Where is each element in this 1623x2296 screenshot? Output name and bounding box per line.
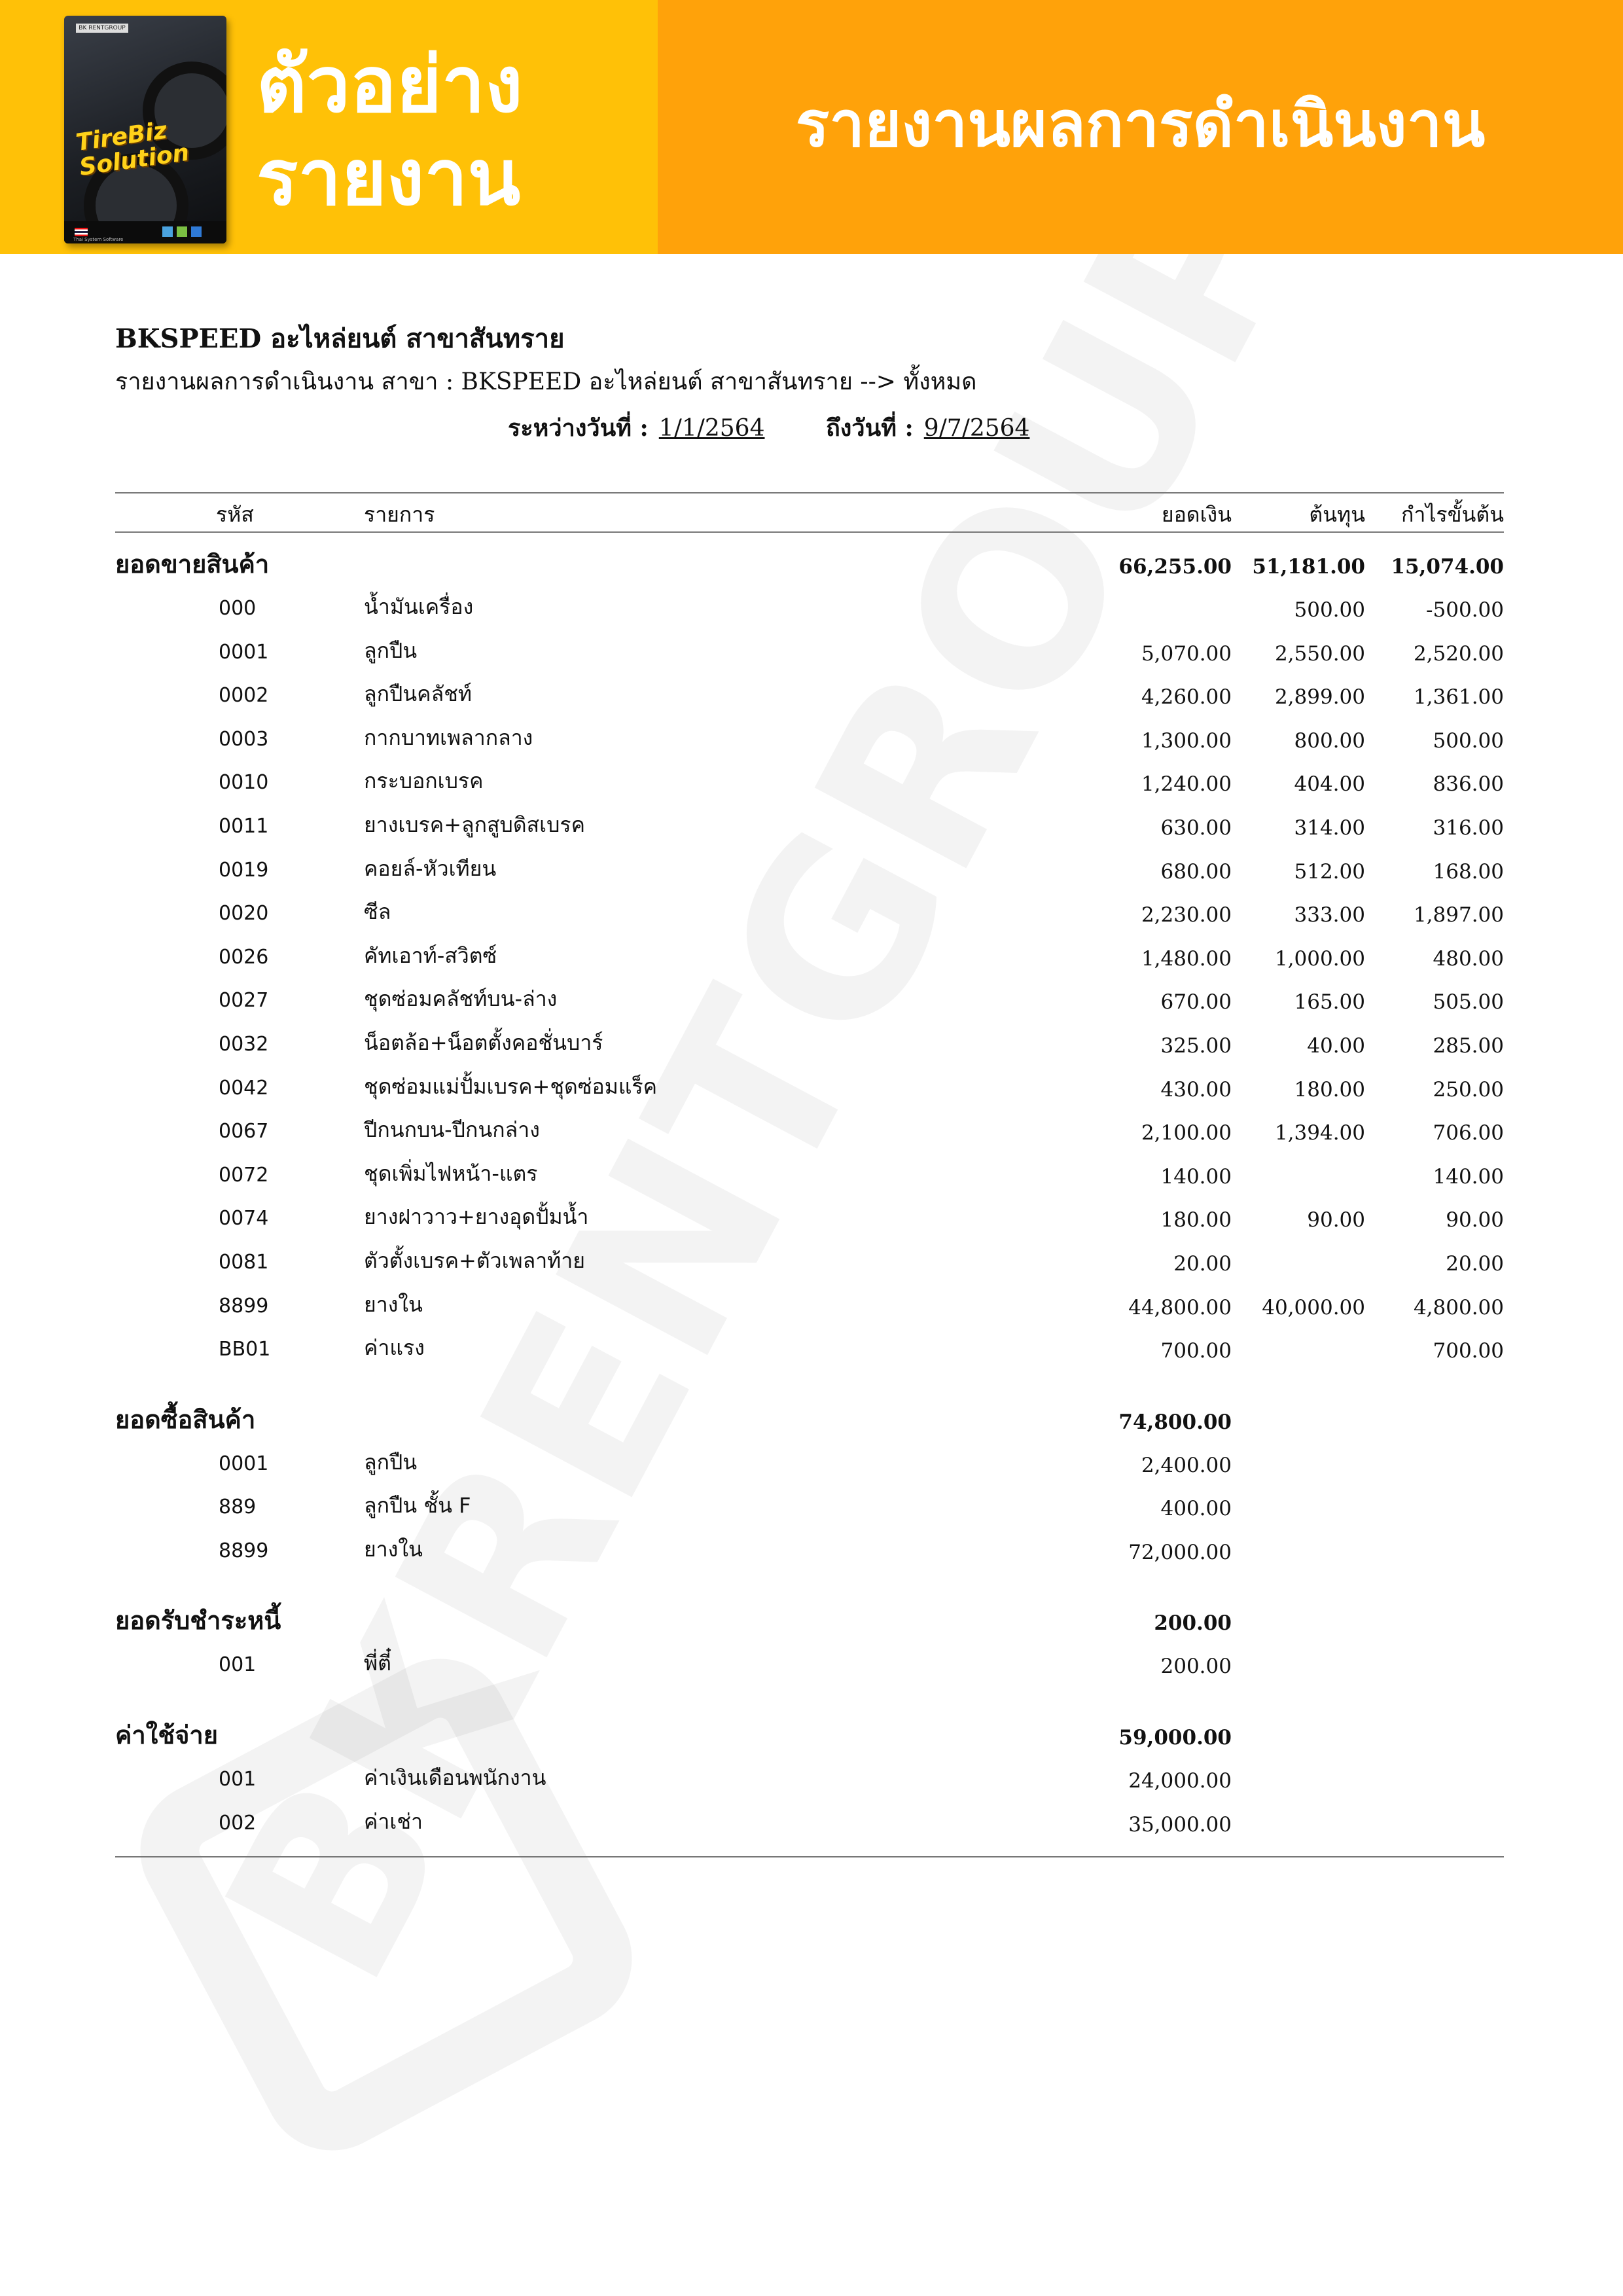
item-amount: 1,300.00: [1141, 728, 1232, 753]
table-row: [115, 850, 1504, 893]
item-profit: 505.00: [1433, 990, 1504, 1014]
item-code: 002: [219, 1811, 257, 1835]
date-to-label: ถึงวันที่ :: [826, 414, 914, 442]
date-to-value: 9/7/2564: [923, 415, 1030, 442]
item-profit: 285.00: [1433, 1033, 1504, 1058]
sample-label-line1: ตัวอย่าง: [257, 39, 523, 130]
item-amount: 400.00: [1160, 1497, 1232, 1521]
item-amount: 680.00: [1160, 859, 1232, 884]
item-amount: 5,070.00: [1141, 641, 1232, 666]
section-amount: 200.00: [1154, 1611, 1232, 1636]
item-amount: 44,800.00: [1128, 1295, 1232, 1319]
table-row: [115, 1024, 1504, 1067]
table-row: [115, 1067, 1504, 1111]
column-header-code: รหัส: [216, 502, 254, 527]
item-name: น็อตล้อ+น็อตตั้งคอชั่นบาร์: [364, 1030, 603, 1055]
table-row: [115, 1486, 1504, 1530]
report-type-title: รายงานผลการดำเนินงาน: [795, 88, 1486, 161]
column-header-name: รายการ: [364, 502, 435, 527]
header-banner: [0, 0, 1623, 254]
table-row: [115, 980, 1504, 1024]
table-row: [115, 1759, 1504, 1803]
item-cost: 90.00: [1307, 1208, 1365, 1232]
item-amount: 2,100.00: [1141, 1121, 1232, 1145]
table-row: [115, 1111, 1504, 1155]
table-row: [115, 719, 1504, 762]
item-cost: 500.00: [1294, 598, 1365, 622]
sample-label-line2: รายงาน: [257, 132, 521, 223]
badge-icon: [162, 226, 173, 237]
table-row: [115, 762, 1504, 806]
table-row: [115, 1198, 1504, 1242]
section-row: [115, 543, 1504, 588]
item-cost: 1,394.00: [1274, 1121, 1365, 1145]
item-amount: 1,240.00: [1141, 772, 1232, 797]
item-code: BB01: [219, 1338, 271, 1361]
item-code: 0081: [219, 1250, 269, 1274]
section-spacer: [115, 1688, 1504, 1714]
item-profit: 1,897.00: [1413, 903, 1504, 927]
item-code: 8899: [219, 1294, 269, 1318]
table-row: [115, 1329, 1504, 1372]
table-row: [115, 1285, 1504, 1329]
column-header-profit: กำไรขั้นต้น: [1400, 502, 1504, 527]
item-profit: 4,800.00: [1413, 1295, 1504, 1319]
item-code: 0027: [219, 989, 269, 1013]
item-cost: 1,000.00: [1274, 946, 1365, 971]
table-bottom-divider: [115, 1856, 1504, 1857]
item-name: ชุดซ่อมแม่ปั้มเบรค+ชุดซ่อมแร็ค: [364, 1073, 658, 1099]
table-row: [115, 588, 1504, 632]
table-row: [115, 806, 1504, 850]
item-amount: 200.00: [1160, 1655, 1232, 1679]
item-name: ลูกปืน ชั้น F: [364, 1493, 471, 1518]
section-row: [115, 1399, 1504, 1443]
table-row: [115, 893, 1504, 937]
item-profit: 480.00: [1433, 946, 1504, 971]
item-name: ลูกปืน: [364, 637, 418, 663]
section-title: ยอดรับชำระหนี้: [115, 1605, 281, 1636]
item-name: ตัวตั้งเบรค+ตัวเพลาท้าย: [364, 1247, 585, 1273]
column-header-cost: ต้นทุน: [1309, 502, 1365, 527]
item-cost: 165.00: [1294, 990, 1365, 1014]
item-amount: 140.00: [1160, 1164, 1232, 1189]
item-code: 0003: [219, 727, 269, 751]
item-code: 889: [219, 1496, 257, 1519]
item-cost: 404.00: [1294, 772, 1365, 797]
section-cost: 51,181.00: [1252, 555, 1365, 579]
item-code: 0019: [219, 858, 269, 882]
item-name: ปีกนกบน-ปีกนกล่าง: [364, 1117, 540, 1143]
item-name: ชุดซ่อมคลัชท์บน-ล่าง: [364, 986, 558, 1012]
table-top-divider: [115, 492, 1504, 493]
item-code: 0002: [219, 684, 269, 708]
section-row: [115, 1714, 1504, 1759]
item-code: 0001: [219, 1452, 269, 1475]
item-profit: -500.00: [1426, 598, 1504, 622]
section-row: [115, 1600, 1504, 1644]
item-name: ยางใน: [364, 1536, 423, 1562]
item-profit: 500.00: [1433, 728, 1504, 753]
date-from: [508, 412, 764, 444]
item-cost: 40,000.00: [1262, 1295, 1365, 1319]
item-profit: 168.00: [1433, 859, 1504, 884]
item-code: 0042: [219, 1076, 269, 1100]
table-row: [115, 1155, 1504, 1198]
item-name: ยางใน: [364, 1291, 423, 1317]
thai-flag-icon: [75, 228, 88, 236]
sample-report-label: [257, 38, 649, 224]
table-row: [115, 1644, 1504, 1688]
badge-icon: [191, 226, 202, 237]
item-profit: 2,520.00: [1413, 641, 1504, 666]
item-amount: 430.00: [1160, 1077, 1232, 1102]
item-amount: 4,260.00: [1141, 685, 1232, 709]
table-row: [115, 1803, 1504, 1846]
item-name: ชุดเพิ่มไฟหน้า-แตร: [364, 1160, 538, 1186]
item-code: 0074: [219, 1207, 269, 1230]
item-amount: 72,000.00: [1128, 1540, 1232, 1564]
item-code: 0067: [219, 1120, 269, 1143]
table-row: [115, 1242, 1504, 1285]
item-name: พี่ตี๋: [364, 1651, 391, 1676]
item-name: ลูกปืนคลัชท์: [364, 681, 472, 707]
item-code: 8899: [219, 1539, 269, 1562]
product-name: TireBiz Solution: [74, 117, 191, 181]
item-code: 0072: [219, 1163, 269, 1187]
section-spacer: [115, 1372, 1504, 1399]
date-from-label: ระหว่างวันที่ :: [508, 414, 649, 442]
product-footer-bar: [64, 221, 226, 243]
item-cost: 180.00: [1294, 1077, 1365, 1102]
item-profit: 706.00: [1433, 1121, 1504, 1145]
item-name: กระบอกเบรค: [364, 768, 484, 794]
item-amount: 2,230.00: [1141, 903, 1232, 927]
table-header: [115, 499, 1504, 531]
section-title: ยอดซื้อสินค้า: [115, 1404, 256, 1434]
item-amount: 670.00: [1160, 990, 1232, 1014]
item-name: คอยล์-หัวเทียน: [364, 855, 497, 881]
report-subtitle: รายงานผลการดำเนินงาน สาขา : BKSPEED อะไหล่ยนต์ สาขาสันทราย --> ทั้งหมด: [115, 368, 977, 395]
table-row: [115, 632, 1504, 675]
item-profit: 90.00: [1446, 1208, 1504, 1232]
item-cost: 40.00: [1307, 1033, 1365, 1058]
item-code: 001: [219, 1768, 257, 1791]
item-amount: 630.00: [1160, 816, 1232, 840]
item-name: ยางเบรค+ลูกสูบดิสเบรค: [364, 812, 585, 837]
item-cost: 512.00: [1294, 859, 1365, 884]
product-box-image: [64, 16, 226, 243]
item-amount: 24,000.00: [1128, 1769, 1232, 1793]
item-code: 0001: [219, 640, 269, 664]
item-code: 0011: [219, 814, 269, 838]
item-name: ค่าเช่า: [364, 1808, 423, 1834]
table-row: [115, 1530, 1504, 1574]
product-brand: BK RENTGROUP: [76, 24, 128, 33]
item-name: น้ำมันเครื่อง: [364, 594, 474, 619]
item-profit: 250.00: [1433, 1077, 1504, 1102]
item-name: ยางฝาวาว+ยางอุดปั้มน้ำ: [364, 1204, 589, 1230]
item-cost: 333.00: [1294, 903, 1365, 927]
item-amount: 1,480.00: [1141, 946, 1232, 971]
section-spacer: [115, 1573, 1504, 1600]
item-cost: 2,550.00: [1274, 641, 1365, 666]
item-name: ซีล: [364, 899, 391, 925]
section-amount: 74,800.00: [1118, 1410, 1232, 1434]
table-row: [115, 937, 1504, 980]
item-amount: 325.00: [1160, 1033, 1232, 1058]
date-from-value: 1/1/2564: [658, 415, 765, 442]
product-footer-text: Thai System Software: [73, 237, 124, 242]
item-profit: 316.00: [1433, 816, 1504, 840]
date-to: [826, 412, 1029, 444]
item-amount: 2,400.00: [1141, 1453, 1232, 1477]
section-title: ยอดขายสินค้า: [115, 549, 270, 579]
badge-icon: [177, 226, 187, 237]
item-profit: 836.00: [1433, 772, 1504, 797]
item-profit: 20.00: [1446, 1251, 1504, 1276]
column-header-amount: ยอดเงิน: [1161, 502, 1232, 527]
report-table-body: [115, 543, 1504, 1846]
item-profit: 1,361.00: [1413, 685, 1504, 709]
item-name: คัทเอาท์-สวิตซ์: [364, 942, 497, 968]
company-name: BKSPEED อะไหล่ยนต์ สาขาสันทราย: [115, 323, 565, 354]
item-code: 0020: [219, 902, 269, 925]
table-header-divider: [115, 531, 1504, 533]
item-cost: 314.00: [1294, 816, 1365, 840]
item-name: กากบาทเพลากลาง: [364, 725, 533, 750]
item-profit: 140.00: [1433, 1164, 1504, 1189]
item-cost: 2,899.00: [1274, 685, 1365, 709]
table-row: [115, 675, 1504, 719]
item-code: 0032: [219, 1032, 269, 1056]
item-cost: 800.00: [1294, 728, 1365, 753]
item-name: ค่าแรง: [364, 1335, 425, 1361]
table-row: [115, 1443, 1504, 1487]
item-amount: 20.00: [1173, 1251, 1232, 1276]
item-profit: 700.00: [1433, 1339, 1504, 1363]
item-code: 0010: [219, 771, 269, 795]
item-code: 000: [219, 597, 257, 620]
section-title: ค่าใช้จ่าย: [115, 1720, 218, 1750]
item-name: ลูกปืน: [364, 1449, 418, 1475]
section-profit: 15,074.00: [1391, 555, 1504, 579]
section-amount: 59,000.00: [1118, 1726, 1232, 1750]
item-amount: 35,000.00: [1128, 1812, 1232, 1837]
item-amount: 700.00: [1160, 1339, 1232, 1363]
item-amount: 180.00: [1160, 1208, 1232, 1232]
section-amount: 66,255.00: [1118, 555, 1232, 579]
item-name: ค่าเงินเดือนพนักงาน: [364, 1765, 546, 1791]
item-code: 001: [219, 1653, 257, 1677]
item-code: 0026: [219, 945, 269, 969]
